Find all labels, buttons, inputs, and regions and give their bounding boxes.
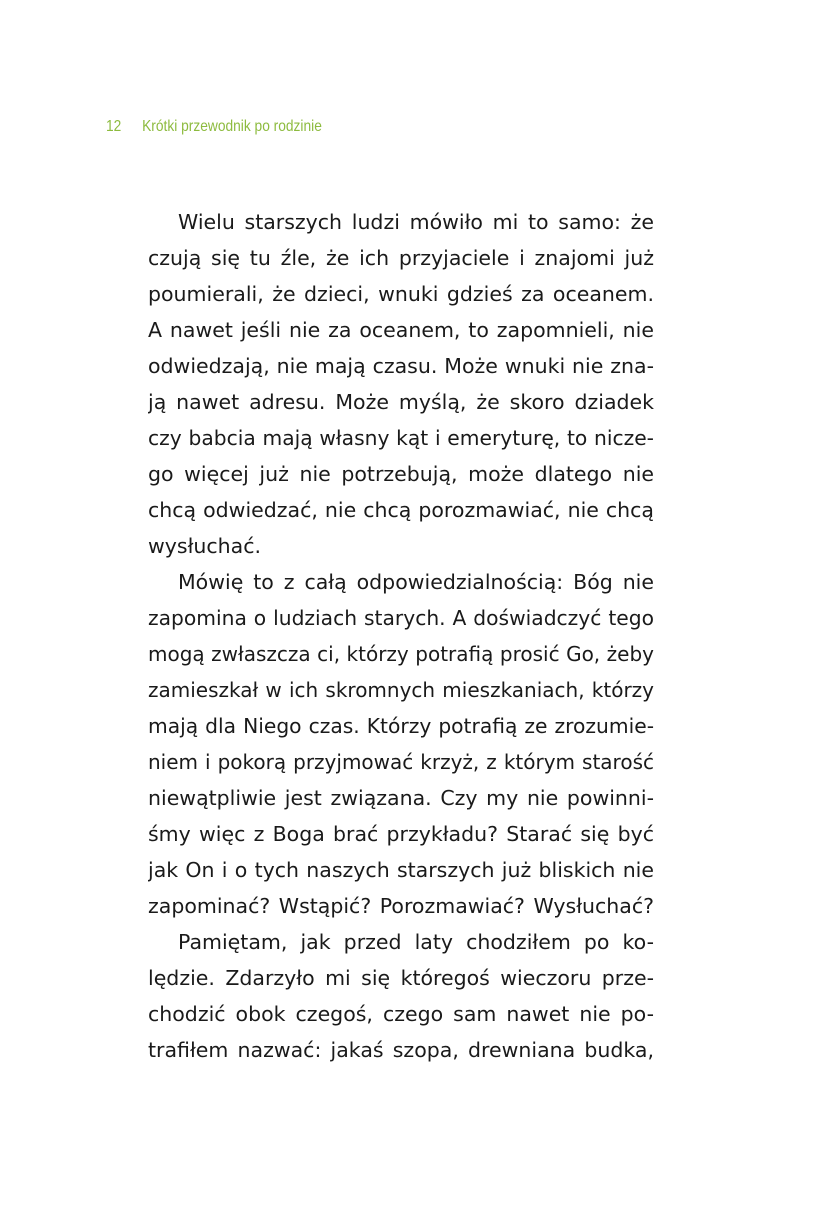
text-line: Pamiętam, jak przed laty chodziłem po ko- <box>178 930 654 954</box>
running-head <box>106 116 322 138</box>
text-line: zapomina o ludziach starych. A doświadczyć tego <box>148 606 654 630</box>
book-title: Krótki przewodnik po rodzinie <box>142 118 322 135</box>
page-number: 12 <box>106 118 122 135</box>
text-line: odwiedzają, nie mają czasu. Może wnuki nie zna- <box>148 354 654 378</box>
text-line: poumierali, że dzieci, wnuki gdzieś za oceanem. <box>148 282 654 306</box>
text-line: go więcej już nie potrzebują, może dlatego nie <box>148 462 654 486</box>
text-line: czy babcia mają własny kąt i emeryturę, to nicze- <box>148 426 654 450</box>
text-line: czują się tu źle, że ich przyjaciele i znajomi już <box>148 246 654 270</box>
text-line: Mówię to z całą odpowiedzialnością: Bóg nie <box>178 570 654 594</box>
text-line: zamieszkał w ich skromnych mieszkaniach, którzy <box>148 678 654 702</box>
text-line: jak On i o tych naszych starszych już bliskich nie <box>148 858 654 882</box>
text-line: trafiłem nazwać: jakaś szopa, drewniana budka, <box>148 1038 654 1062</box>
text-line: śmy więc z Boga brać przykładu? Starać się być <box>148 822 654 846</box>
text-line: niem i pokorą przyjmować krzyż, z którym starość <box>148 750 654 774</box>
text-line: Wielu starszych ludzi mówiło mi to samo: że <box>178 210 654 234</box>
text-line: zapominać? Wstąpić? Porozmawiać? Wysłuchać? <box>148 894 654 918</box>
text-line: A nawet jeśli nie za oceanem, to zapomnieli, nie <box>148 318 654 342</box>
text-line: mogą zwłaszcza ci, którzy potrafią prosić Go, żeby <box>148 642 654 666</box>
body-text <box>148 204 654 1068</box>
text-line: chcą odwiedzać, nie chcą porozmawiać, nie chcą <box>148 498 654 522</box>
text-line: chodzić obok czegoś, czego sam nawet nie po- <box>148 1002 654 1026</box>
text-line: lędzie. Zdarzyło mi się któregoś wieczoru prze- <box>148 966 654 990</box>
text-line: wysłuchać. <box>148 534 262 558</box>
text-line: ją nawet adresu. Może myślą, że skoro dziadek <box>148 390 654 414</box>
text-line: mają dla Niego czas. Którzy potrafią ze zrozumie- <box>148 714 654 738</box>
text-line: niewątpliwie jest związana. Czy my nie powinni- <box>148 786 654 810</box>
